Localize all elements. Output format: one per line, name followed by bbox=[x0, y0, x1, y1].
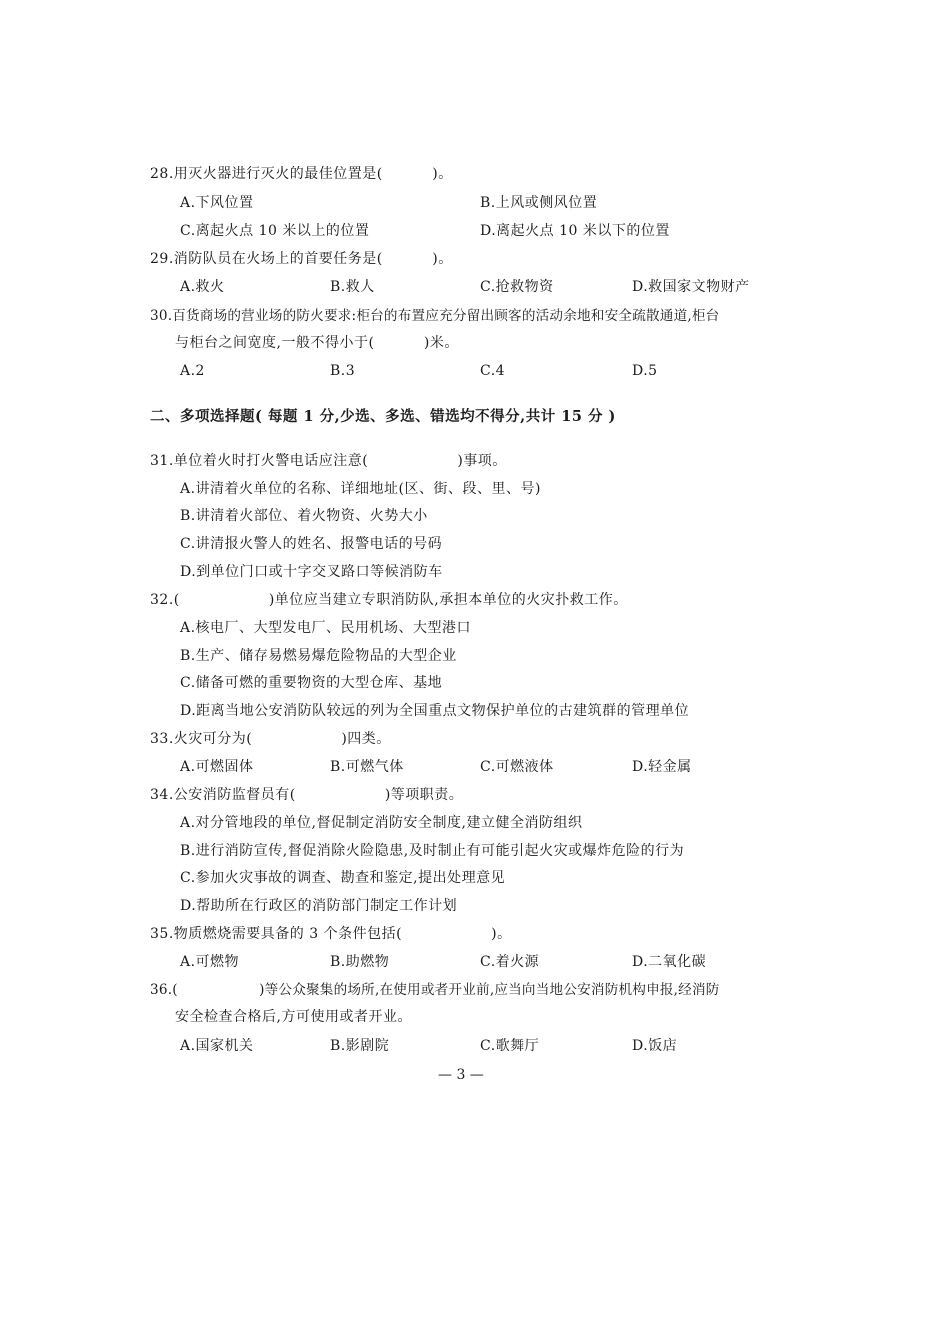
question-29-option-c: C.抢救物资 bbox=[480, 279, 554, 295]
question-30-stem-cont: 与柜台之间宽度,一般不得小于( )米。 bbox=[175, 335, 459, 351]
question-30-option-c: C.4 bbox=[480, 363, 506, 379]
question-34-option-b: B.进行消防宣传,督促消除火险隐患,及时制止有可能引起火灾或爆炸危险的行为 bbox=[180, 843, 685, 859]
question-36-stem-cont: 安全检查合格后,方可使用或者开业。 bbox=[175, 1009, 412, 1025]
question-29-option-a: A.救火 bbox=[180, 279, 225, 295]
question-33-option-b: B.可燃气体 bbox=[330, 759, 404, 775]
question-29-option-d: D.救国家文物财产 bbox=[632, 279, 750, 295]
question-32-option-d: D.距离当地公安消防队较远的列为全国重点文物保护单位的古建筑群的管理单位 bbox=[180, 703, 690, 719]
question-30-option-b: B.3 bbox=[330, 363, 356, 379]
section-2-title: 二、多项选择题( 每题 1 分,少选、多选、错选均不得分,共计 15 分 ) bbox=[150, 408, 616, 425]
question-35-option-c: C.着火源 bbox=[480, 954, 540, 970]
question-33-option-c: C.可燃液体 bbox=[480, 759, 554, 775]
question-30-option-a: A.2 bbox=[180, 363, 205, 379]
question-35-option-a: A.可燃物 bbox=[180, 954, 240, 970]
question-35-option-b: B.助燃物 bbox=[330, 954, 390, 970]
question-30-option-d: D.5 bbox=[632, 363, 658, 379]
question-31-option-b: B.讲清着火部位、着火物资、火势大小 bbox=[180, 508, 428, 524]
question-36-option-d: D.饭店 bbox=[632, 1038, 678, 1054]
question-36-option-a: A.国家机关 bbox=[180, 1038, 254, 1054]
question-32-stem: 32.( )单位应当建立专职消防队,承担本单位的火灾扑救工作。 bbox=[150, 592, 628, 608]
question-32-option-a: A.核电厂、大型发电厂、民用机场、大型港口 bbox=[180, 620, 472, 636]
question-34-stem: 34.公安消防监督员有( )等项职责。 bbox=[150, 787, 464, 803]
question-35-option-d: D.二氧化碳 bbox=[632, 954, 707, 970]
question-32-option-c: C.储备可燃的重要物资的大型仓库、基地 bbox=[180, 675, 443, 691]
page-number: — 3 — bbox=[438, 1067, 484, 1083]
question-28-option-c: C.离起火点 10 米以上的位置 bbox=[180, 223, 370, 239]
question-28-option-a: A.下风位置 bbox=[180, 195, 254, 211]
question-28-option-d: D.离起火点 10 米以下的位置 bbox=[480, 223, 670, 239]
question-36-option-c: C.歌舞厅 bbox=[480, 1038, 540, 1054]
question-35-stem: 35.物质燃烧需要具备的 3 个条件包括( )。 bbox=[150, 926, 512, 942]
question-31-option-d: D.到单位门口或十字交叉路口等候消防车 bbox=[180, 564, 443, 580]
question-31-stem: 31.单位着火时打火警电话应注意( )事项。 bbox=[150, 453, 507, 469]
question-34-option-c: C.参加火灾事故的调查、勘查和鉴定,提出处理意见 bbox=[180, 870, 506, 886]
question-31-option-c: C.讲清报火警人的姓名、报警电话的号码 bbox=[180, 536, 443, 552]
question-32-option-b: B.生产、储存易燃易爆危险物品的大型企业 bbox=[180, 648, 457, 664]
question-29-option-b: B.救人 bbox=[330, 279, 375, 295]
question-31-option-a: A.讲清着火单位的名称、详细地址(区、街、段、里、号) bbox=[180, 481, 541, 497]
question-36-stem: 36.( )等公众聚集的场所,在使用或者开业前,应当向当地公安消防机构申报,经消防 bbox=[150, 982, 720, 998]
question-33-option-d: D.轻金属 bbox=[632, 759, 692, 775]
question-30-stem: 30.百货商场的营业场的防火要求:柜台的布置应充分留出顾客的活动余地和安全疏散通道,柜台 bbox=[150, 308, 720, 324]
question-36-option-b: B.影剧院 bbox=[330, 1038, 390, 1054]
question-29-stem: 29.消防队员在火场上的首要任务是( )。 bbox=[150, 251, 453, 267]
question-34-option-d: D.帮助所在行政区的消防部门制定工作计划 bbox=[180, 898, 458, 914]
question-28-stem: 28.用灭火器进行灭火的最佳位置是( )。 bbox=[150, 166, 453, 182]
question-33-stem: 33.火灾可分为( )四类。 bbox=[150, 731, 391, 747]
question-34-option-a: A.对分管地段的单位,督促制定消防安全制度,建立健全消防组织 bbox=[180, 815, 583, 831]
question-28-option-b: B.上风或侧风位置 bbox=[480, 195, 598, 211]
question-33-option-a: A.可燃固体 bbox=[180, 759, 254, 775]
